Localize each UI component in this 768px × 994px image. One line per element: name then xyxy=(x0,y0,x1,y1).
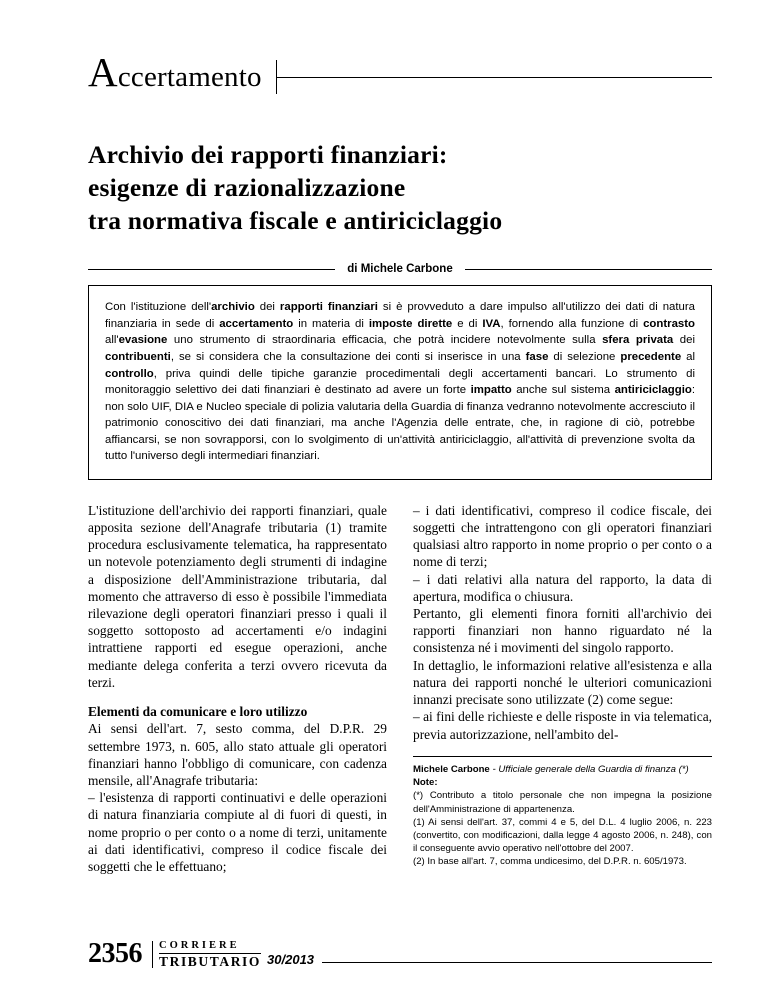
footnote-author xyxy=(413,763,712,776)
subsection-heading: Elementi da comunicare e loro utilizzo xyxy=(88,704,308,720)
abstract-box: Con l'istituzione dell'archivio dei rapporti finanziari si è provveduto a dare impulso all'utilizzo dei dati di natura finanziaria in sede di accertamento in materia di imposte dirette e di IVA, fornendo alla funzione di contrasto all'evasione uno strumento di straordinaria efficacia, che potrà incidere notevolmente sulla sfera privata dei contribuenti, se si considera che la consultazione dei conti si inserisce in una fase di selezione precedente al controllo, priva quindi delle tipiche garanzie procedimentali degli accertamenti bancari. Lo strumento di monitoraggio selettivo dei dati finanziari è destinato ad avere un forte impatto anche sul sistema antiriciclaggio: non solo UIF, DIA e Nucleo speciale di polizia valutaria della Guardia di finanza vedranno notevolmente accresciuto il patrimonio conoscitivo dei dati finanziari, ma anche l'Agenzia delle entrate, che, in ragione di ciò, potrebbe affiancarsi, se non sovrapporsi, con lo svolgimento di un'attività antiriciclaggio, all'attività di prevenzione svolta da tutto l'universo degli intermediari finanziari. xyxy=(88,285,712,479)
footnote-item: (*) Contributo a titolo personale che non impegna la posizione dell'Amministrazione di appartenenza. xyxy=(413,790,712,815)
paragraph: – i dati identificativi, compreso il codice fiscale, dei soggetti che intrattengono con gli operatori finanziari qualsiasi altro rapporto in nome proprio o per conto o a nome di terzi; xyxy=(413,502,712,570)
section-header xyxy=(88,49,712,95)
issue-number: 30/2013 xyxy=(267,952,315,967)
body-columns xyxy=(88,502,712,876)
byline-rule-right xyxy=(465,269,712,270)
footer-rule xyxy=(322,962,712,963)
paragraph: – l'esistenza di rapporti continuativi e delle operazioni di natura finanziaria compiute al di fuori di questi, in nome proprio o per conto o a nome di terzi, unitamente ai dati identificativi, compreso il codice fiscale dei soggetti che le effettuano; xyxy=(88,790,387,875)
page-footer xyxy=(88,940,712,968)
byline-row xyxy=(88,263,712,275)
byline-rule-left xyxy=(88,269,335,270)
section-label xyxy=(88,49,262,95)
title-line-1: Archivio dei rapporti finanziari: xyxy=(88,140,448,169)
masthead-line-2: TRIBUTARIO xyxy=(159,953,262,969)
section-label-dropcap: A xyxy=(88,49,118,95)
paragraph: L'istituzione dell'archivio dei rapporti finanziari, quale apposita sezione dell'Anagrafe tributaria (1) tramite procedura esclusivamente telematica, ha rappresentato un notevole potenziamento degli strumenti di indagine a disposizione dell'Amministrazione tributaria, dal momento che attraverso di esso è possibile l'immediata rilevazione degli operatori finanziari presso i quali il soggetto sottoposto ad accertamenti e/o indagini intrattiene rapporti ed esegue operazioni, anche mediante delega conferita a terzi ovvero ricevuta da terzi. xyxy=(88,502,387,690)
paragraph: In dettaglio, le informazioni relative all'esistenza e alla natura dei rapporti nonché le ulteriori comunicazioni innanzi precisate sono utilizzate (2) come segue: xyxy=(413,657,712,708)
section-label-rest: ccertamento xyxy=(117,61,262,93)
paragraph: – ai fini delle richieste e delle risposte in via telematica, previa autorizzazione, nell'ambito del- xyxy=(413,709,712,742)
footnote-item: (1) Ai sensi dell'art. 37, commi 4 e 5, del D.L. 4 luglio 2006, n. 223 (convertito, con modificazioni, dalla legge 4 agosto 2006, n. 248), con il conseguente avvio operativo nell'ottobre del 2007. xyxy=(413,816,712,855)
page-number: 2356 xyxy=(88,938,142,969)
paragraph: Pertanto, gli elementi finora forniti all'archivio dei rapporti finanziari non hanno riguardato né la consistenza né i movimenti del singolo rapporto. xyxy=(413,606,712,656)
paragraph: Ai sensi dell'art. 7, sesto comma, del D.P.R. 29 settembre 1973, n. 605, allo stato attuale gli operatori finanziari hanno l'obbligo di comunicare, con cadenza mensile, all'Anagrafe tributaria: xyxy=(88,721,387,789)
title-line-3: tra normativa fiscale e antiriciclaggio xyxy=(88,206,503,236)
masthead-line-1: CORRIERE xyxy=(159,941,261,954)
footnote-item: (2) In base all'art. 7, comma undicesimo, del D.P.R. n. 605/1973. xyxy=(413,856,687,868)
footnote-author-role: - Ufficiale generale della Guardia di finanza (*) xyxy=(492,763,689,775)
title-line-2: esigenze di razionalizzazione xyxy=(88,173,406,203)
section-header-rule xyxy=(276,77,712,78)
byline: di Michele Carbone xyxy=(347,263,453,276)
paragraph: – i dati relativi alla natura del rapporto, la data di apertura, modifica o chiusura. xyxy=(413,571,712,604)
page-title xyxy=(88,138,712,237)
footnote-notes-label: Note: xyxy=(413,777,438,789)
column-left xyxy=(88,502,387,876)
masthead xyxy=(152,941,261,968)
footnote-author-name: Michele Carbone xyxy=(413,763,490,775)
footnote-block xyxy=(413,756,712,869)
column-right xyxy=(413,502,712,876)
